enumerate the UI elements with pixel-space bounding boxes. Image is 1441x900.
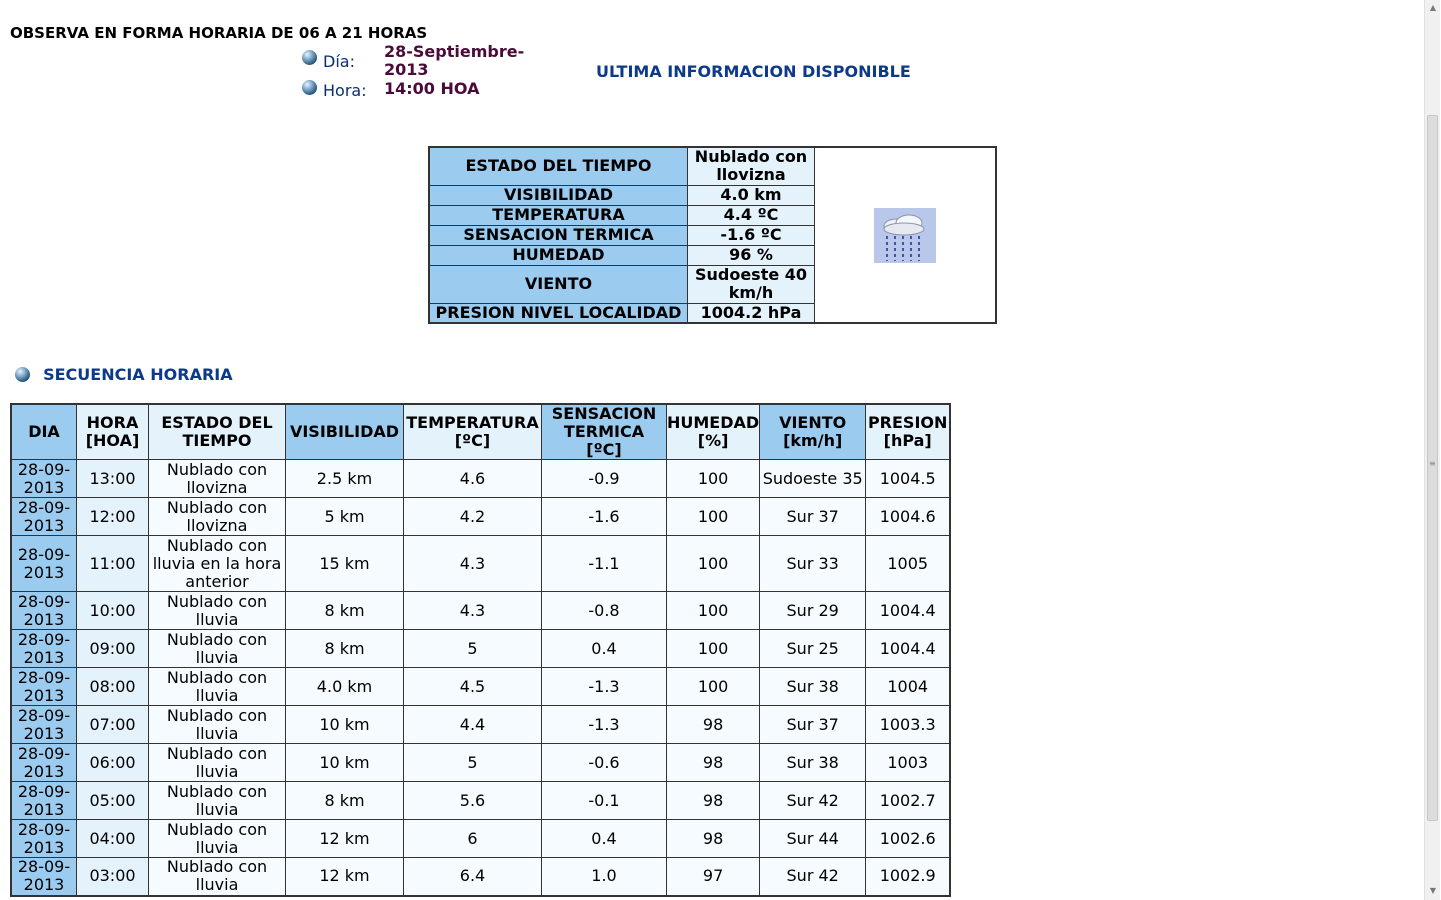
cell-humedad: 97 [667, 858, 760, 896]
cell-viento: Sur 25 [760, 630, 866, 668]
cell-visibilidad: 10 km [286, 706, 404, 744]
cell-visibilidad: 2.5 km [286, 460, 404, 498]
col-header-dia: DIA [11, 404, 77, 460]
table-row [11, 498, 950, 536]
table-row [11, 706, 950, 744]
current-value-line2: llovizna [716, 165, 786, 185]
current-label: TEMPERATURA [429, 205, 688, 225]
cell-humedad: 98 [667, 782, 760, 820]
cell-visibilidad: 5 km [286, 498, 404, 536]
cell-estado: Nublado con lluvia [149, 706, 286, 744]
cell-dia: 28-09- 2013 [11, 630, 77, 668]
cell-viento: Sur 33 [760, 536, 866, 592]
table-row [11, 592, 950, 630]
cell-temperatura: 5.6 [404, 782, 542, 820]
cell-temperatura: 6.4 [404, 858, 542, 896]
current-label: ESTADO DEL TIEMPO [429, 147, 688, 185]
cell-sensacion: -0.1 [542, 782, 667, 820]
current-label: PRESION NIVEL LOCALIDAD [429, 303, 688, 323]
cell-hora: 11:00 [77, 536, 149, 592]
col-header-temperatura: TEMPERATURA [ºC] [404, 404, 542, 460]
col-header-humedad: HUMEDAD [%] [667, 404, 760, 460]
weather-icon-cell [815, 147, 997, 323]
cell-sensacion: -1.1 [542, 536, 667, 592]
cell-dia: 28-09- 2013 [11, 744, 77, 782]
current-conditions-table [428, 146, 997, 324]
cell-visibilidad: 4.0 km [286, 668, 404, 706]
cell-hora: 10:00 [77, 592, 149, 630]
cell-presion: 1003.3 [866, 706, 951, 744]
current-value: 4.0 km [688, 185, 815, 205]
current-label: VISIBILIDAD [429, 185, 688, 205]
cell-estado: Nublado con lluvia en la hora anterior [149, 536, 286, 592]
cell-temperatura: 5 [404, 744, 542, 782]
cell-hora: 06:00 [77, 744, 149, 782]
dia-value-line1: 28-Septiembre- [384, 42, 525, 61]
bullet-icon [15, 367, 30, 382]
ultima-informacion: ULTIMA INFORMACION DISPONIBLE [596, 62, 911, 81]
table-row [11, 668, 950, 706]
cell-dia: 28-09- 2013 [11, 592, 77, 630]
cell-temperatura: 4.5 [404, 668, 542, 706]
cell-dia: 28-09- 2013 [11, 460, 77, 498]
hourly-body [11, 460, 950, 896]
cell-humedad: 100 [667, 498, 760, 536]
cell-presion: 1002.7 [866, 782, 951, 820]
cell-viento: Sur 37 [760, 498, 866, 536]
current-value: 96 % [688, 245, 815, 265]
cell-dia: 28-09- 2013 [11, 668, 77, 706]
cell-presion: 1004.5 [866, 460, 951, 498]
cell-hora: 05:00 [77, 782, 149, 820]
cell-sensacion: 0.4 [542, 630, 667, 668]
current-value-line1: Sudoeste 40 [694, 265, 808, 284]
cell-temperatura: 4.2 [404, 498, 542, 536]
cell-viento: Sur 42 [760, 782, 866, 820]
cell-estado: Nublado con llovizna [149, 498, 286, 536]
col-header-visibilidad: VISIBILIDAD [286, 404, 404, 460]
current-label: HUMEDAD [429, 245, 688, 265]
cell-estado: Nublado con lluvia [149, 592, 286, 630]
table-row [11, 460, 950, 498]
cell-presion: 1004.6 [866, 498, 951, 536]
cell-visibilidad: 12 km [286, 820, 404, 858]
current-label: SENSACION TERMICA [429, 225, 688, 245]
cell-visibilidad: 15 km [286, 536, 404, 592]
cell-visibilidad: 10 km [286, 744, 404, 782]
cell-presion: 1004.4 [866, 592, 951, 630]
current-value: 4.4 ºC [688, 205, 815, 225]
cell-sensacion: 0.4 [542, 820, 667, 858]
cell-estado: Nublado con lluvia [149, 820, 286, 858]
cell-estado: Nublado con lluvia [149, 630, 286, 668]
col-header-presion: PRESION [hPa] [866, 404, 951, 460]
cell-humedad: 100 [667, 630, 760, 668]
cell-temperatura: 5 [404, 630, 542, 668]
cell-estado: Nublado con lluvia [149, 782, 286, 820]
cell-temperatura: 4.3 [404, 536, 542, 592]
cell-temperatura: 6 [404, 820, 542, 858]
cell-humedad: 98 [667, 820, 760, 858]
cell-hora: 08:00 [77, 668, 149, 706]
cell-viento: Sudoeste 35 [760, 460, 866, 498]
cell-estado: Nublado con lluvia [149, 858, 286, 896]
cell-humedad: 98 [667, 744, 760, 782]
cell-dia: 28-09- 2013 [11, 858, 77, 896]
dia-label: Día: [323, 52, 355, 71]
bullet-icon [302, 50, 317, 65]
cell-dia: 28-09- 2013 [11, 498, 77, 536]
cell-presion: 1003 [866, 744, 951, 782]
hora-label: Hora: [323, 81, 367, 100]
cell-dia: 28-09- 2013 [11, 536, 77, 592]
cell-temperatura: 4.6 [404, 460, 542, 498]
cell-sensacion: -0.8 [542, 592, 667, 630]
cell-dia: 28-09- 2013 [11, 706, 77, 744]
cell-humedad: 98 [667, 706, 760, 744]
table-row [11, 536, 950, 592]
table-row [11, 630, 950, 668]
cell-humedad: 100 [667, 592, 760, 630]
cell-viento: Sur 37 [760, 706, 866, 744]
cell-viento: Sur 38 [760, 744, 866, 782]
cell-viento: Sur 44 [760, 820, 866, 858]
cell-estado: Nublado con llovizna [149, 460, 286, 498]
cell-temperatura: 4.4 [404, 706, 542, 744]
cell-visibilidad: 8 km [286, 630, 404, 668]
current-value [688, 265, 815, 303]
cell-visibilidad: 12 km [286, 858, 404, 896]
secuencia-heading [15, 364, 233, 384]
scroll-down-icon[interactable]: ▼ [1429, 886, 1437, 895]
current-value-line1: Nublado con [694, 147, 808, 167]
hourly-header-row [11, 404, 950, 460]
current-value-line2: km/h [728, 283, 774, 302]
cell-presion: 1002.6 [866, 820, 951, 858]
col-header-viento: VIENTO [km/h] [760, 404, 866, 460]
cell-presion: 1004 [866, 668, 951, 706]
cell-hora: 13:00 [77, 460, 149, 498]
cell-hora: 07:00 [77, 706, 149, 744]
cell-sensacion: 1.0 [542, 858, 667, 896]
cell-hora: 03:00 [77, 858, 149, 896]
col-header-estado: ESTADO DEL TIEMPO [149, 404, 286, 460]
scroll-up-icon[interactable]: ▲ [1429, 3, 1437, 12]
cell-presion: 1004.4 [866, 630, 951, 668]
grip-icon: ≡ [1429, 459, 1436, 468]
cell-hora: 04:00 [77, 820, 149, 858]
cell-visibilidad: 8 km [286, 782, 404, 820]
cell-presion: 1002.9 [866, 858, 951, 896]
cell-viento: Sur 42 [760, 858, 866, 896]
current-value: 1004.2 hPa [688, 303, 815, 323]
cell-sensacion: -0.9 [542, 460, 667, 498]
hourly-table [10, 403, 951, 897]
cell-temperatura: 4.3 [404, 592, 542, 630]
bullet-icon [302, 80, 317, 95]
cell-sensacion: -0.6 [542, 744, 667, 782]
cell-humedad: 100 [667, 668, 760, 706]
table-row [11, 782, 950, 820]
cell-sensacion: -1.6 [542, 498, 667, 536]
cell-sensacion: -1.3 [542, 706, 667, 744]
current-value: -1.6 ºC [688, 225, 815, 245]
cell-viento: Sur 29 [760, 592, 866, 630]
cell-hora: 12:00 [77, 498, 149, 536]
cell-dia: 28-09- 2013 [11, 782, 77, 820]
hora-value: 14:00 HOA [384, 79, 480, 98]
cell-visibilidad: 8 km [286, 592, 404, 630]
cell-sensacion: -1.3 [542, 668, 667, 706]
cell-viento: Sur 38 [760, 668, 866, 706]
vertical-scrollbar[interactable] [1424, 0, 1440, 900]
cell-estado: Nublado con lluvia [149, 744, 286, 782]
col-header-hora: HORA [HOA] [77, 404, 149, 460]
dia-value [384, 43, 524, 79]
cell-hora: 09:00 [77, 630, 149, 668]
cell-estado: Nublado con lluvia [149, 668, 286, 706]
cell-presion: 1005 [866, 536, 951, 592]
table-row [11, 820, 950, 858]
scrollbar-thumb[interactable] [1427, 115, 1438, 821]
rain-cloud-icon [874, 208, 936, 263]
current-label: VIENTO [429, 265, 688, 303]
col-header-sensacion: SENSACION TERMICA [ºC] [542, 404, 667, 460]
secuencia-label: SECUENCIA HORARIA [43, 365, 233, 384]
current-value [688, 147, 815, 185]
cell-humedad: 100 [667, 460, 760, 498]
dia-value-line2: 2013 [384, 60, 429, 79]
page-title: OBSERVA EN FORMA HORARIA DE 06 A 21 HORAS [10, 24, 428, 42]
cell-humedad: 100 [667, 536, 760, 592]
table-row [11, 744, 950, 782]
table-row [11, 858, 950, 896]
current-row [429, 147, 996, 185]
cell-dia: 28-09- 2013 [11, 820, 77, 858]
